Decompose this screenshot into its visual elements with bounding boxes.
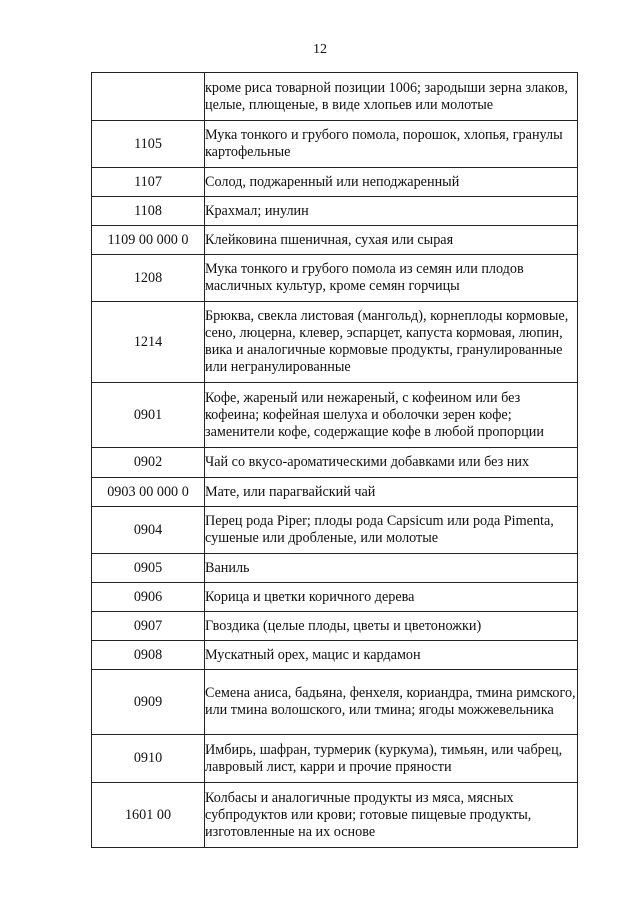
description-cell: кроме риса товарной позиции 1006; зародыши зерна злаков, целые, плющеные, в виде хлопьев или молотые <box>205 73 578 121</box>
description-cell: Мате, или парагвайский чай <box>205 478 578 507</box>
table-row <box>92 583 578 612</box>
table-row <box>92 612 578 641</box>
description-cell: Имбирь, шафран, турмерик (куркума), тимьян, или чабрец, лавровый лист, карри и прочие пряности <box>205 735 578 783</box>
code-cell: 1214 <box>92 302 205 383</box>
code-cell: 0909 <box>92 670 205 735</box>
table-row <box>92 73 578 121</box>
code-cell: 1208 <box>92 255 205 302</box>
table-row <box>92 670 578 735</box>
code-cell: 0906 <box>92 583 205 612</box>
description-cell: Колбасы и аналогичные продукты из мяса, мясных субпродуктов или крови; готовые пищевые продукты, изготовленные на их основе <box>205 783 578 848</box>
code-cell: 0908 <box>92 641 205 670</box>
description-cell: Мускатный орех, мацис и кардамон <box>205 641 578 670</box>
table-row <box>92 168 578 197</box>
page-number: 12 <box>313 42 327 57</box>
description-cell: Клейковина пшеничная, сухая или сырая <box>205 226 578 255</box>
code-cell: 1109 00 000 0 <box>92 226 205 255</box>
description-cell: Гвоздика (целые плоды, цветы и цветоножки) <box>205 612 578 641</box>
code-cell: 0910 <box>92 735 205 783</box>
table-row <box>92 507 578 554</box>
code-cell: 1108 <box>92 197 205 226</box>
code-cell: 0907 <box>92 612 205 641</box>
table-row <box>92 255 578 302</box>
code-cell: 0901 <box>92 383 205 448</box>
table-row <box>92 554 578 583</box>
table-row <box>92 226 578 255</box>
table-row <box>92 197 578 226</box>
description-cell: Мука тонкого и грубого помола, порошок, хлопья, гранулы картофельные <box>205 121 578 168</box>
description-cell: Солод, поджаренный или неподжаренный <box>205 168 578 197</box>
description-cell: Мука тонкого и грубого помола из семян или плодов масличных культур, кроме семян горчицы <box>205 255 578 302</box>
table-row <box>92 478 578 507</box>
code-cell: 0904 <box>92 507 205 554</box>
description-cell: Брюква, свекла листовая (мангольд), корнеплоды кормовые, сено, люцерна, клевер, эспарцет, капуста кормовая, люпин, вика и аналогичные кормовые продукты, гранулированные или негранулированные <box>205 302 578 383</box>
code-cell: 1105 <box>92 121 205 168</box>
table-row <box>92 448 578 478</box>
code-cell <box>92 73 205 121</box>
table-row <box>92 783 578 848</box>
code-cell: 0902 <box>92 448 205 478</box>
description-cell: Семена аниса, бадьяна, фенхеля, кориандра, тмина римского, или тмина волошского, или тмина; ягоды можжевельника <box>205 670 578 735</box>
code-cell: 0905 <box>92 554 205 583</box>
goods-code-table <box>91 72 578 848</box>
code-cell: 1107 <box>92 168 205 197</box>
table-row <box>92 121 578 168</box>
table-row <box>92 302 578 383</box>
description-cell: Крахмал; инулин <box>205 197 578 226</box>
description-cell: Ваниль <box>205 554 578 583</box>
table-row <box>92 641 578 670</box>
code-cell: 1601 00 <box>92 783 205 848</box>
code-cell: 0903 00 000 0 <box>92 478 205 507</box>
description-cell: Перец рода Piper; плоды рода Capsicum или рода Pimenta, сушеные или дробленые, или молотые <box>205 507 578 554</box>
table-row <box>92 735 578 783</box>
table-row <box>92 383 578 448</box>
description-cell: Чай со вкусо-ароматическими добавками или без них <box>205 448 578 478</box>
description-cell: Кофе, жареный или нежареный, с кофеином или без кофеина; кофейная шелуха и оболочки зерен кофе; заменители кофе, содержащие кофе в любой пропорции <box>205 383 578 448</box>
description-cell: Корица и цветки коричного дерева <box>205 583 578 612</box>
